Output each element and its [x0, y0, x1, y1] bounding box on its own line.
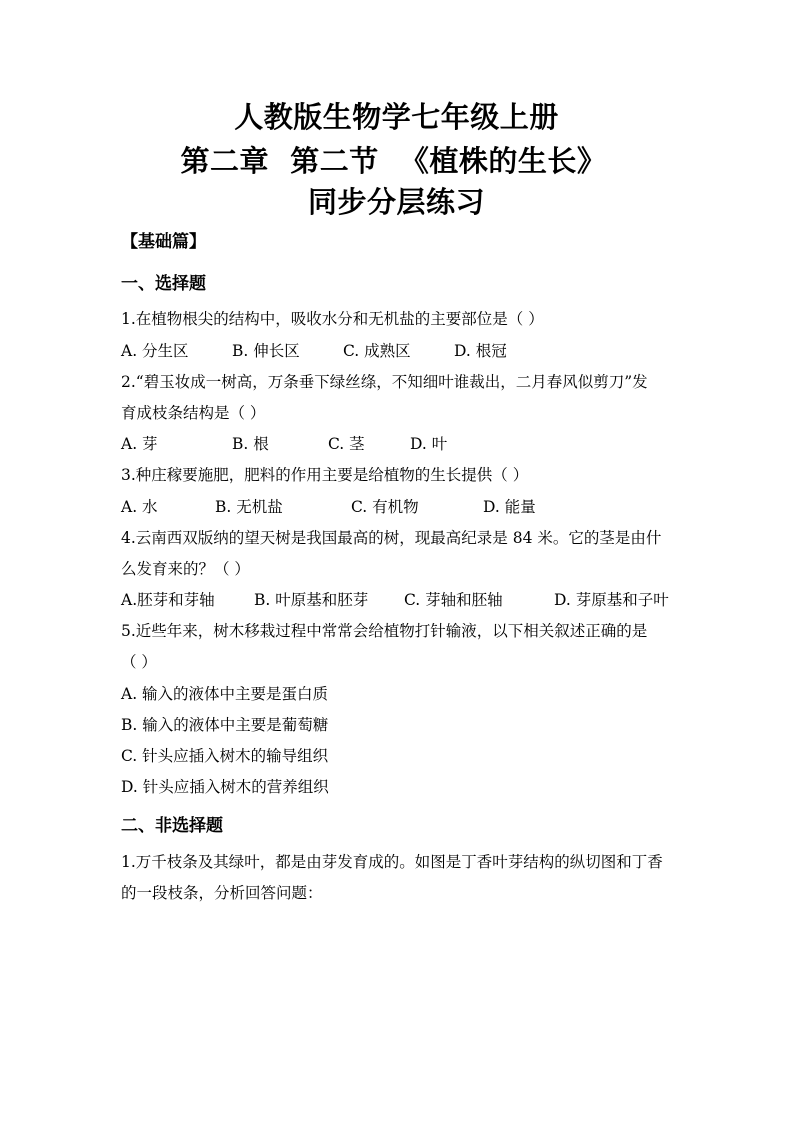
- part1-heading: 一、选择题: [121, 274, 206, 294]
- q5-option-a: A. 输入的液体中主要是蛋白质: [121, 685, 329, 703]
- q5-option-c: C. 针头应插入树木的输导组织: [121, 747, 329, 765]
- q2-option-b: B. 根: [232, 435, 269, 453]
- q1-option-a: A. 分生区: [121, 342, 189, 360]
- q4-option-a: A.胚芽和芽轴: [121, 591, 215, 609]
- part2-q1-line-1: 1.万千枝条及其绿叶，都是由芽发育成的。如图是丁香叶芽结构的纵切图和丁香: [121, 853, 663, 871]
- title-line-3: 同步分层练习: [307, 185, 485, 219]
- q2-options: [121, 433, 447, 455]
- q5-stem-line-2: （ ）: [121, 653, 157, 671]
- q1-options: [121, 340, 507, 362]
- q1-option-c: C. 成熟区: [343, 342, 411, 360]
- q5-stem-line-1: 5.近些年来，树木移栽过程中常常会给植物打针输液，以下相关叙述正确的是: [121, 622, 648, 640]
- q2-option-c: C. 茎: [328, 435, 365, 453]
- q1-option-d: D. 根冠: [454, 342, 507, 360]
- q3-option-b: B. 无机盐: [215, 498, 283, 516]
- q4-option-d: D. 芽原基和子叶: [554, 591, 669, 609]
- q3-option-d: D. 能量: [483, 498, 536, 516]
- part2-q1-line-2: 的一段枝条，分析回答问题：: [121, 884, 323, 902]
- q1-option-b: B. 伸长区: [232, 342, 300, 360]
- q5-option-d: D. 针头应插入树木的营养组织: [121, 778, 329, 796]
- title-line-2: 第二章 第二节 《植株的生长》: [180, 144, 607, 178]
- q3-stem: 3.种庄稼要施肥，肥料的作用主要是给植物的生长提供（ ）: [121, 466, 529, 484]
- part2-heading: 二、非选择题: [121, 816, 223, 836]
- section-basic-heading: 【基础篇】: [121, 232, 206, 252]
- q4-option-c: C. 芽轴和胚轴: [404, 591, 503, 609]
- q3-option-c: C. 有机物: [351, 498, 419, 516]
- q4-stem-line-2: 么发育来的？（ ）: [121, 560, 250, 578]
- q1-stem: 1.在植物根尖的结构中，吸收水分和无机盐的主要部位是（ ）: [121, 310, 544, 328]
- q2-option-a: A. 芽: [121, 435, 158, 453]
- q2-option-d: D. 叶: [410, 435, 448, 453]
- q4-stem-line-1: 4.云南西双版纳的望天树是我国最高的树，现最高纪录是 84 米。它的茎是由什: [121, 529, 662, 547]
- q3-options: [121, 496, 536, 518]
- q3-option-a: A. 水: [121, 498, 158, 516]
- q4-option-b: B. 叶原基和胚芽: [254, 591, 369, 609]
- title-line-1: 人教版生物学七年级上册: [234, 100, 559, 134]
- q2-stem-line-1: 2.“碧玉妆成一树高，万条垂下绿丝绦，不知细叶谁裁出，二月春风似剪刀”发: [121, 373, 648, 391]
- q2-stem-line-2: 育成枝条结构是（ ）: [121, 404, 266, 422]
- q5-option-b: B. 输入的液体中主要是葡萄糖: [121, 716, 329, 734]
- q4-options: [121, 589, 669, 611]
